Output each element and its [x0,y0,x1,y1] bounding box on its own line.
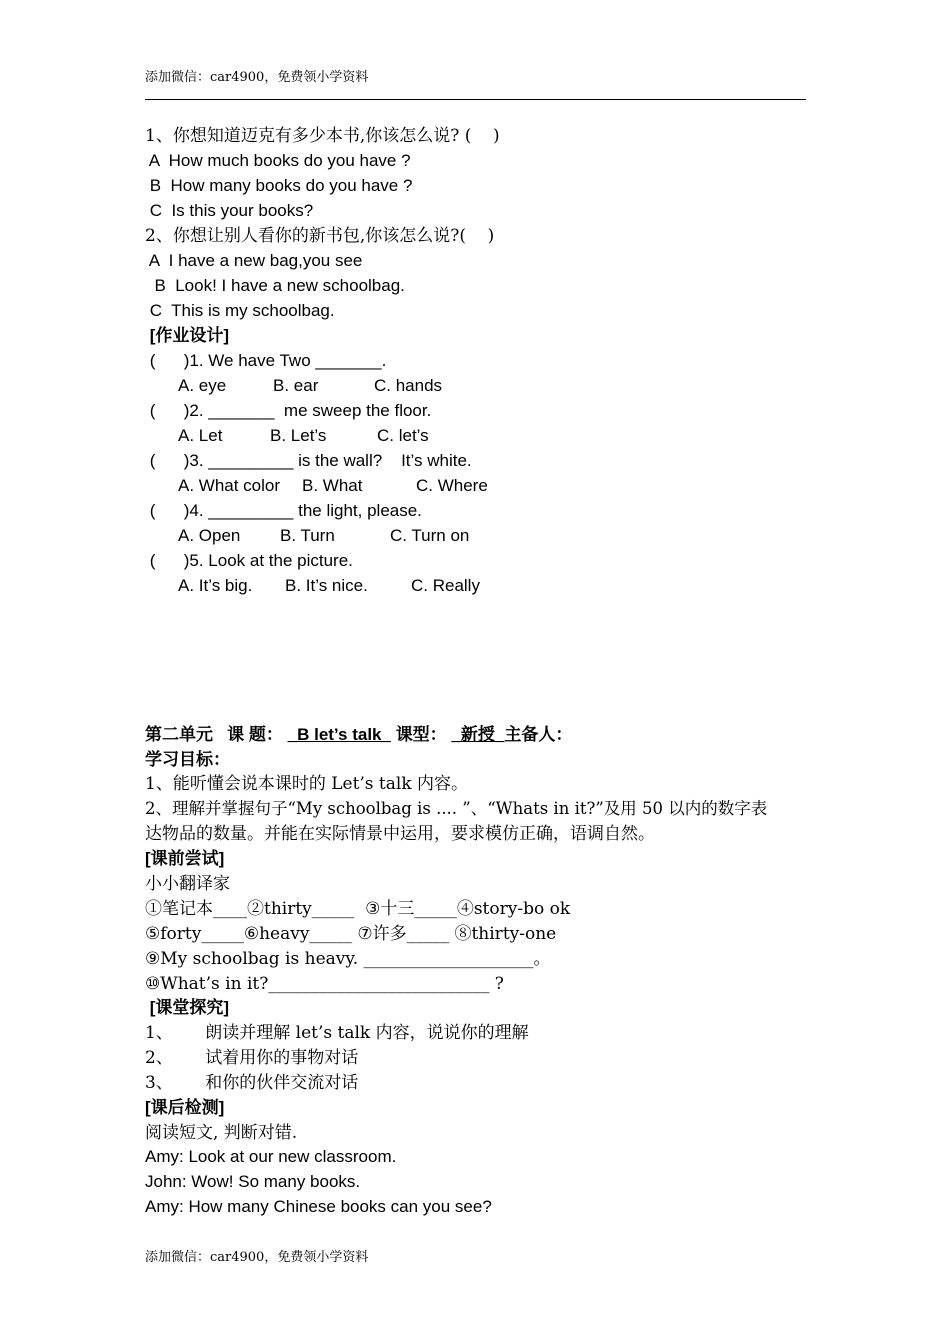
dialogue-line-2: John: Wow! So many books. [145,1172,361,1191]
q1-option-a: A How much books do you have ? [145,151,411,170]
hw-1-option-b: B. ear [273,376,319,395]
objectives-heading: 学习目标： [145,750,230,769]
hw-5-option-c: C. Really [411,576,480,595]
q1-stem: 1、你想知道迈克有多少本书,你该怎么说? ( ) [145,126,500,146]
explore-heading: [课堂探究] [145,998,230,1017]
translate-row-2: ⑤forty_____⑥heavy_____ ⑦许多_____ ⑧thirty-one [145,924,557,944]
hw-4-option-a: A. Open [178,526,241,545]
hw-5-option-b: B. It’s nice. [285,576,368,595]
hw-2-option-b: B. Let’s [270,426,327,445]
q2-option-c: C This is my schoolbag. [145,301,335,320]
hw-4-option-b: B. Turn [280,526,335,545]
hw-1-option-a: A. eye [178,376,227,395]
hw-question-5: ( )5. Look at the picture. [145,551,353,570]
hw-3-option-c: C. Where [416,476,488,495]
dialogue-line-1: Amy: Look at our new classroom. [145,1147,397,1166]
preclass-heading: [课前尝试] [145,849,225,868]
unit-topic: _B let’s talk_ [287,725,391,744]
explore-item-1: 1、 朗读并理解 let’s talk 内容，说说你的理解 [145,1023,529,1043]
q1-option-c: C Is this your books? [145,201,314,220]
hw-question-3: ( )3. _________ is the wall? It’s white. [145,451,472,470]
after-intro: 阅读短文, 判断对错. [145,1123,298,1143]
dialogue-line-3: Amy: How many Chinese books can you see? [145,1197,492,1216]
objective-line-2: 2、理解并掌握句子“My schoolbag is .... ”、“Whats in it?”及用 50 以内的数字表 [145,799,768,818]
translate-row-1: ①笔记本____②thirty_____ ③十三_____④story-bo ok [145,899,571,919]
hw-2-option-c: C. let’s [377,426,429,445]
header-text: 添加微信：car4900，免费领小学资料 [145,70,369,85]
q1-option-b: B How many books do you have ? [145,176,413,195]
homework-heading: [作业设计] [145,326,230,345]
hw-question-2: ( )2. _______ me sweep the floor. [145,401,432,420]
hw-5-option-a: A. It’s big. [178,576,253,595]
unit-owner-label: 主备人： [504,725,573,744]
translate-row-4: ⑩What’s in it?__________________________ ? [145,974,504,994]
unit-type-value: _新授_ [451,725,505,744]
hw-1-option-c: C. hands [374,376,443,395]
explore-item-2: 2、 试着用你的事物对话 [145,1048,359,1068]
objective-line-1: 1、能听懂会说本课时的 Let’s talk 内容。 [145,774,469,794]
explore-item-3: 3、 和你的伙伴交流对话 [145,1073,359,1093]
hw-2-option-a: A. Let [178,426,223,445]
objective-line-3: 达物品的数量。并能在实际情景中运用，要求模仿正确，语调自然。 [145,824,655,844]
q2-stem: 2、你想让别人看你的新书包,你该怎么说?( ) [145,226,495,246]
preclass-subtitle: 小小翻译家 [145,874,230,894]
header-rule [145,99,806,100]
translate-row-3: ⑨My schoolbag is heavy. ____________________。 [145,949,551,969]
unit-header [145,724,572,746]
footer-text: 添加微信：car4900，免费领小学资料 [145,1250,369,1265]
unit-type-label: 课型： [395,725,447,744]
q2-option-b: B Look! I have a new schoolbag. [145,276,405,295]
hw-3-option-b: B. What [302,476,363,495]
q2-option-a: A I have a new bag,you see [145,251,363,270]
hw-4-option-c: C. Turn on [390,526,470,545]
hw-question-1: ( )1. We have Two _______. [145,351,387,370]
hw-question-4: ( )4. _________ the light, please. [145,501,422,520]
hw-3-option-a: A. What color [178,476,281,495]
unit-label: 第二单元 课 题： [145,725,283,744]
after-heading: [课后检测] [145,1098,225,1117]
